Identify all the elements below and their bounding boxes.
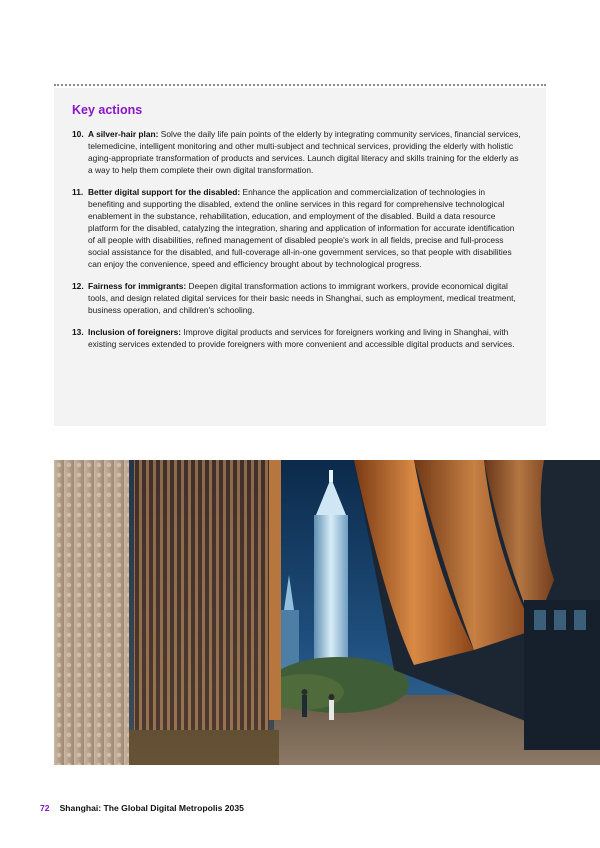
item-text: Solve the daily life pain points of the elderly by integrating community services, financial services, telemedicine, intelligent monitoring and other multi-subject and technical services, providing the elderly with holistic aging-appropriate transformation of products and services. Launch digital literacy and skills training for the elderly as a way to help them complete their own digital transformation. (88, 129, 521, 175)
item-text: Enhance the application and commercialization of technologies in benefiting and supporting the disabled, extend the online services in this regard for comprehensive technological enablement in the substance, rehabilitation, education, and employment of the disabled. Build a data resource platform for the disabled, catalyzing the integration, sharing and application of information for accurate identification of all people with disabilities, refined management of disabled people's work in all fields, precise and full-process social assistance for the disabled, and full-coverage all-in-one government services, so that people with disabilities can enjoy the convenience, speed and efficiency brought about by technological progress. (88, 187, 515, 269)
left-building (54, 460, 281, 765)
item-text: Deepen digital transformation actions to immigrant workers, provide economical digital tools, and design related digital services for their basic needs in Shanghai, such as employment, medical treatment, business operation, and children's schooling. (88, 281, 516, 315)
item-number: 12. (72, 281, 84, 291)
page-footer (40, 803, 244, 813)
item-text: Improve digital products and services for foreigners working and living in Shanghai, with existing services extended to provide foreigners with more convenient and accessible digital products and services. (88, 327, 515, 349)
publication-title: Shanghai: The Global Digital Metropolis 2035 (59, 803, 244, 813)
item-number: 13. (72, 327, 84, 337)
item-number: 11. (72, 187, 84, 197)
key-actions-heading: Key actions (72, 103, 143, 117)
page-number: 72 (40, 803, 50, 813)
item-lead: Better digital support for the disabled: (88, 187, 241, 197)
dotted-divider (54, 84, 546, 86)
item-number: 10. (72, 129, 84, 139)
list-item (72, 326, 522, 350)
list-item (72, 128, 522, 176)
list-item (72, 186, 522, 270)
item-lead: A silver-hair plan: (88, 129, 159, 139)
key-actions-list (72, 128, 522, 360)
list-item (72, 280, 522, 316)
item-lead: Fairness for immigrants: (88, 281, 187, 291)
item-lead: Inclusion of foreigners: (88, 327, 182, 337)
city-street-photo (54, 460, 600, 765)
